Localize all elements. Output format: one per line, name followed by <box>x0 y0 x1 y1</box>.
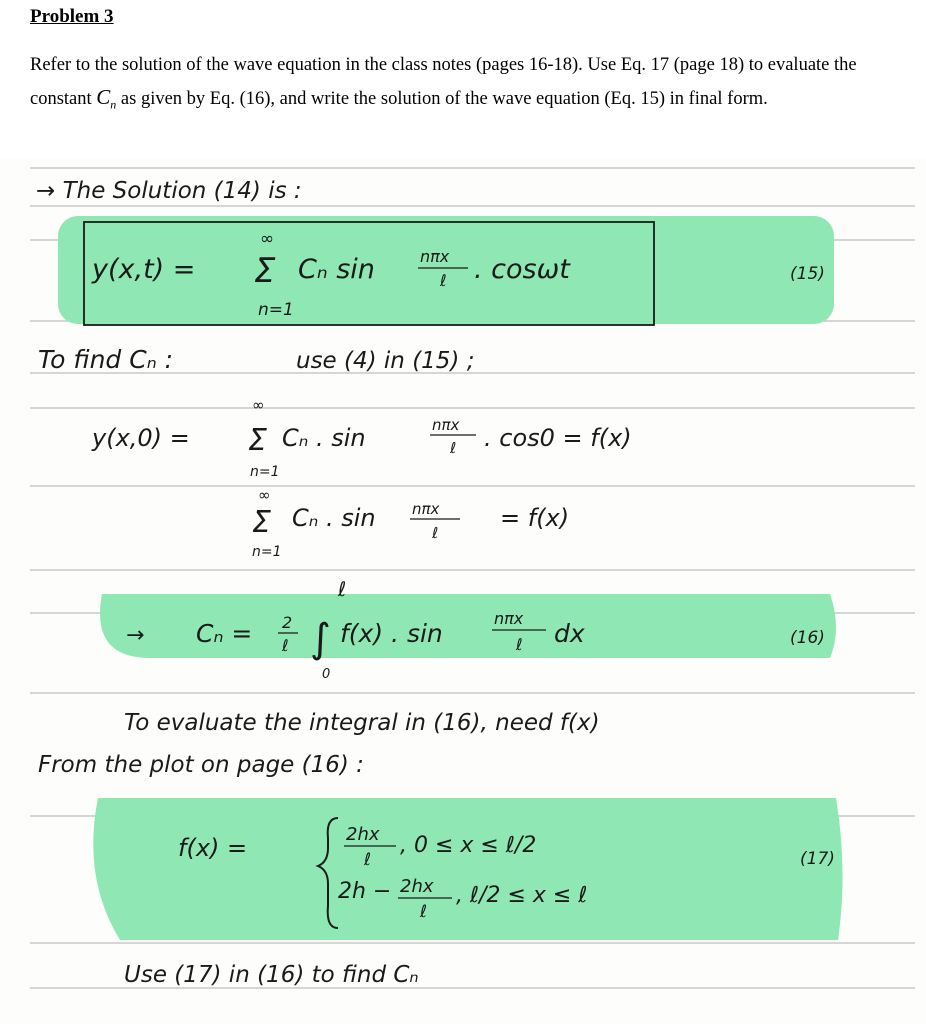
eqsum-sum-top: ∞ <box>258 486 271 504</box>
eq15-sum-bottom: n=1 <box>258 300 294 320</box>
eq17-case1-num: 2hx <box>346 824 380 845</box>
eqsum-frac-num: nπx <box>412 500 440 518</box>
eqsum-sum-bottom: n=1 <box>252 544 282 560</box>
eq16-frac-num: nπx <box>494 609 524 628</box>
eqy0-body: Cₙ . sin <box>282 424 366 452</box>
eqy0-lhs: y(x,0) = <box>92 424 190 452</box>
eq15-tail: . cosωt <box>474 254 570 285</box>
eq17-case1-den: ℓ <box>364 850 372 870</box>
eq16-int-top: ℓ <box>338 577 347 601</box>
eq17-case2-num: 2hx <box>400 876 434 897</box>
eq16-lhs: Cₙ = <box>196 619 253 648</box>
eq16-int-bottom: 0 <box>322 667 331 682</box>
eqy0-sum-sign: Σ <box>248 423 267 458</box>
eq15-body: Cₙ sin <box>298 254 375 285</box>
eq16-coef-den: ℓ <box>282 636 289 655</box>
eq16-arrow: → <box>126 623 145 648</box>
eq16-label: (16) <box>790 628 825 648</box>
eqy0-frac-den: ℓ <box>450 439 457 457</box>
eq15-frac-num: nπx <box>420 247 450 266</box>
eq17-case2-pre: 2h − <box>338 879 392 904</box>
problem-statement <box>30 50 910 121</box>
eqsum-body: Cₙ . sin <box>292 504 376 532</box>
eq16-int-sign: ∫ <box>310 616 331 662</box>
find-cn-text: To find Cₙ : <box>38 345 174 374</box>
eq17-lhs: f(x) = <box>178 834 248 862</box>
eq17-case2-den: ℓ <box>420 902 428 922</box>
eqy0-sum-top: ∞ <box>252 396 265 414</box>
eqy0-sum-bottom: n=1 <box>250 464 280 480</box>
eqy0-tail: . cos0 = f(x) <box>484 424 632 452</box>
problem-title: Problem 3 <box>30 6 114 27</box>
statement-part-2: as given by Eq. (16), and write the solution of the wave equation (Eq. 15) in final form. <box>116 88 768 109</box>
eq15-sum-sign: Σ <box>254 251 276 291</box>
eq16-body: f(x) . sin <box>340 619 443 648</box>
eq17-label: (17) <box>800 849 835 869</box>
use-4-text: use (4) in (15) ; <box>296 348 475 374</box>
eq15-sum-top: ∞ <box>260 229 275 249</box>
statement-part-1: Refer to the solution of the wave equation in the class notes (pages 16-18). Use Eq. 17 (page 18) to evaluate the constant <box>30 55 857 109</box>
handwritten-notes <box>0 158 926 1024</box>
final-instruction: Use (17) in (16) to find Cₙ <box>124 962 419 988</box>
solution-heading: → The Solution (14) is : <box>36 178 302 204</box>
eqsum-sum-sign: Σ <box>252 505 271 540</box>
eq16-coef-num: 2 <box>282 613 293 632</box>
eq15-label: (15) <box>790 264 825 284</box>
eq17-case1-cond: , 0 ≤ x ≤ ℓ/2 <box>400 833 537 858</box>
constant-subscript: n <box>110 97 117 112</box>
eqsum-tail: = f(x) <box>500 504 570 532</box>
evaluate-text: To evaluate the integral in (16), need f(x) <box>124 710 600 736</box>
plot-text: From the plot on page (16) : <box>38 752 364 778</box>
eq17-highlight <box>93 798 842 940</box>
constant-symbol: C <box>96 84 111 109</box>
eq16-frac-den: ℓ <box>516 635 523 654</box>
eqsum-frac-den: ℓ <box>432 524 439 542</box>
eq16-tail: dx <box>554 619 585 648</box>
eq15-frac-den: ℓ <box>440 271 447 290</box>
eq17-case2-cond: , ℓ/2 ≤ x ≤ ℓ <box>456 883 588 908</box>
eq15-lhs: y(x,t) = <box>92 254 196 285</box>
eqy0-frac-num: nπx <box>432 416 460 434</box>
